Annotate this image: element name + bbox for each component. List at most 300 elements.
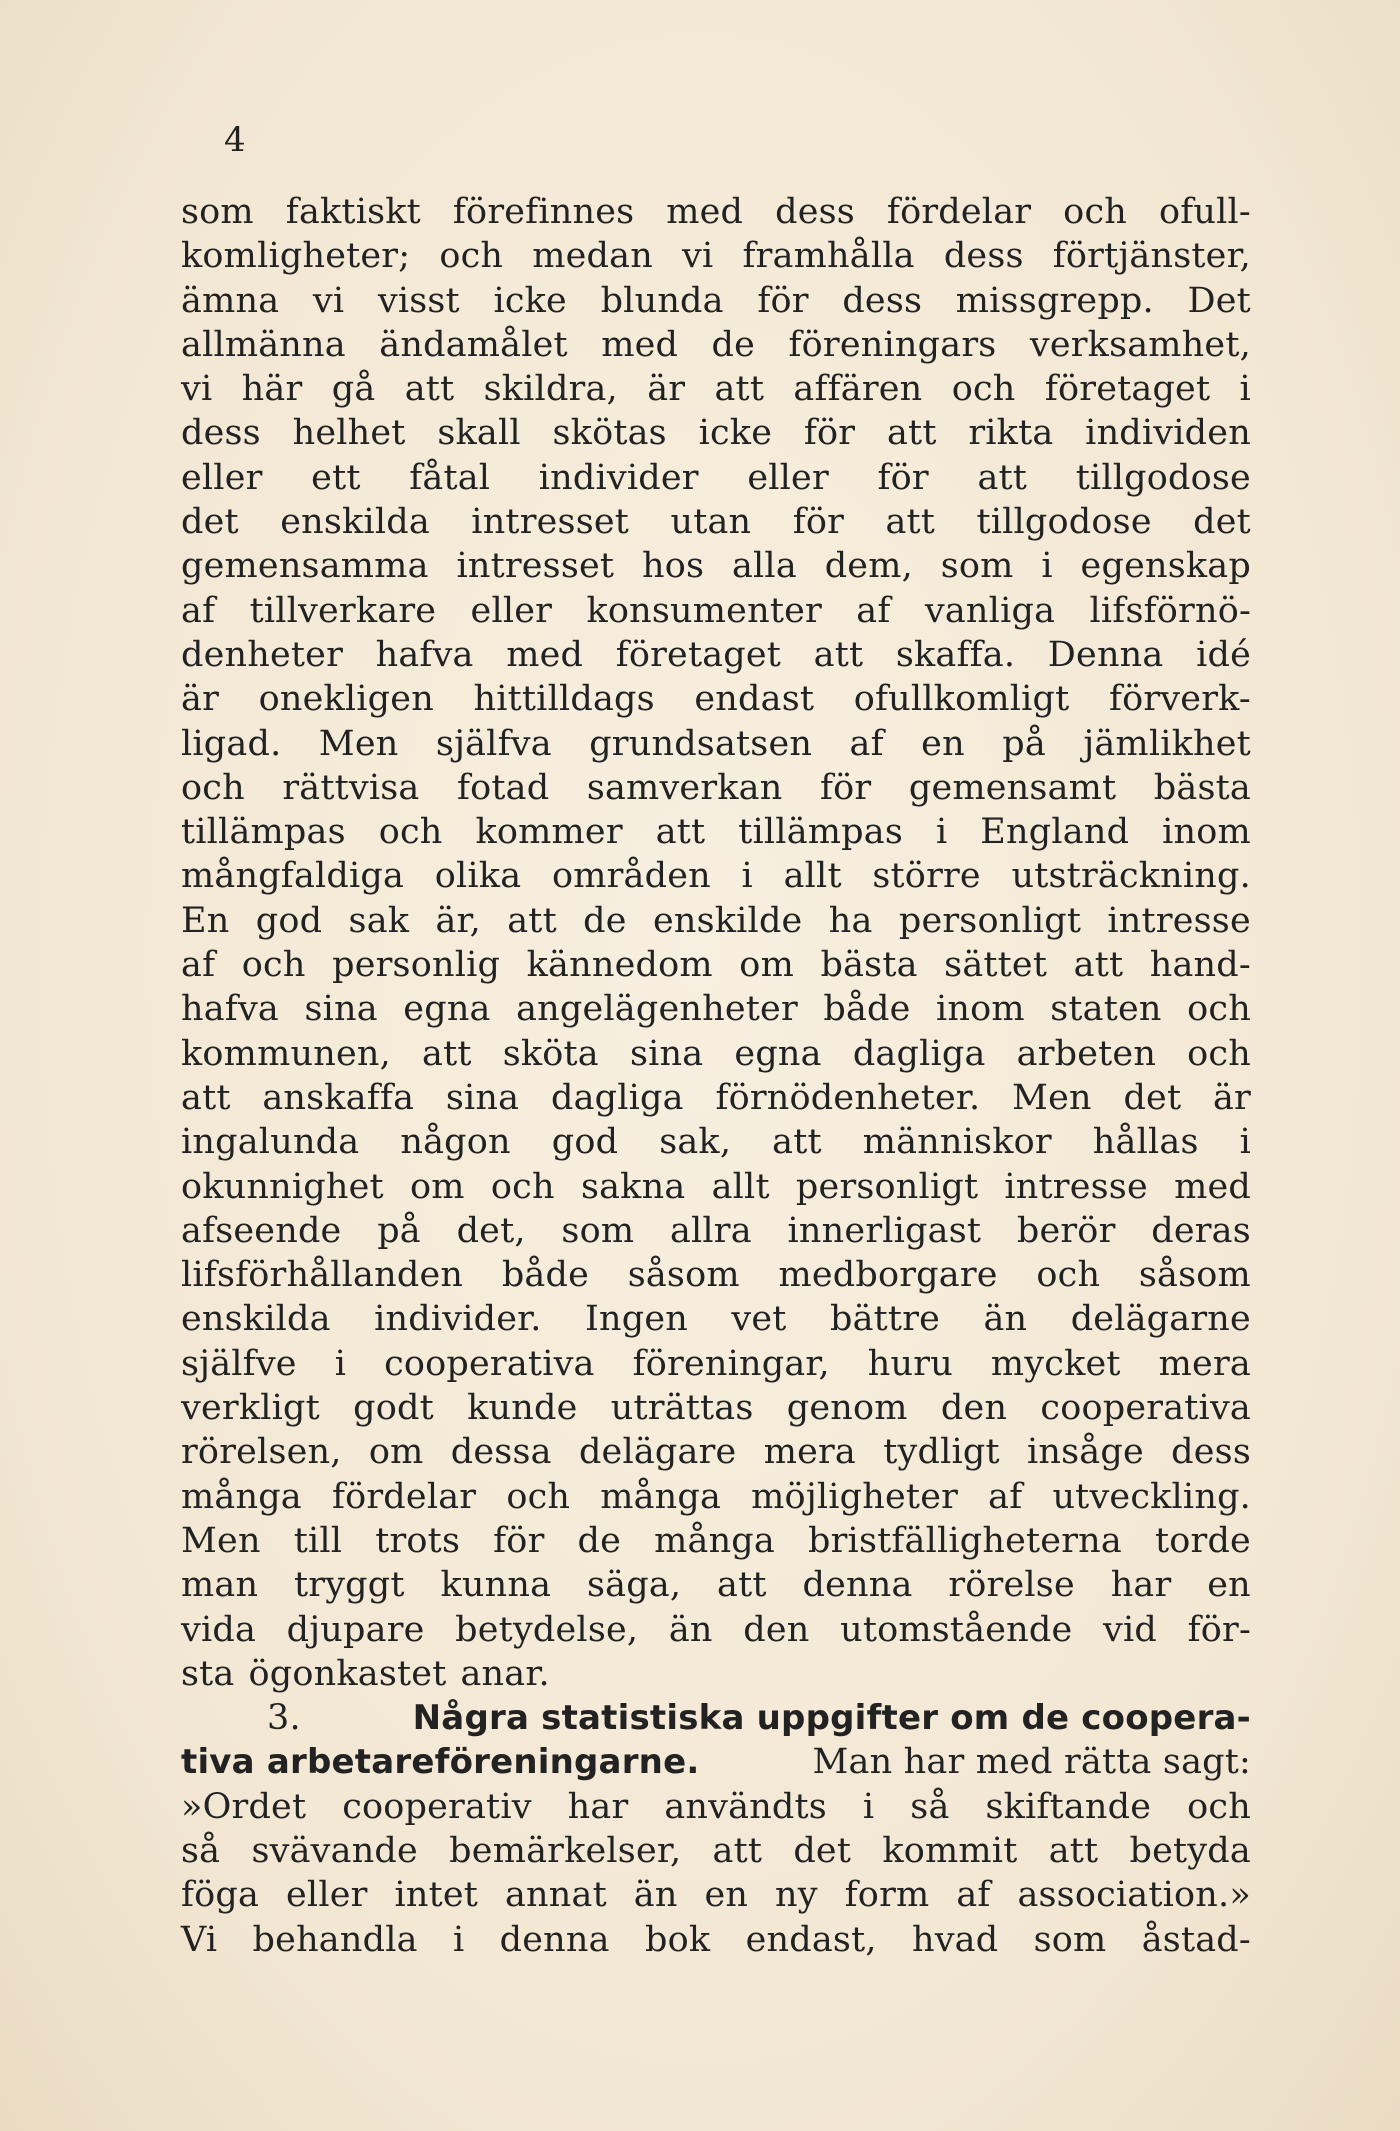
word: endast: [694, 679, 815, 720]
word: själfve: [181, 1343, 297, 1384]
word: och: [951, 369, 1016, 410]
text-line: [181, 1120, 1251, 1164]
word: den: [940, 1388, 1008, 1429]
word: inom: [936, 989, 1025, 1030]
text-line: [181, 234, 1251, 278]
word: uträttas: [610, 1388, 754, 1429]
word: affären: [793, 369, 923, 410]
word: gemensamt: [908, 767, 1117, 808]
word: ögonkastet: [248, 1653, 447, 1694]
word: framhålla: [742, 236, 915, 277]
word: i: [334, 1343, 347, 1384]
word: svävande: [251, 1830, 418, 1871]
word: form: [844, 1875, 930, 1916]
word: godt: [353, 1388, 434, 1429]
word: god: [255, 900, 323, 941]
word: af: [988, 1476, 1023, 1517]
text-line: [181, 1829, 1251, 1873]
word: än: [983, 1299, 1028, 1340]
word: på: [377, 1210, 421, 1251]
word: hittilldags: [473, 679, 655, 720]
paragraph-1: [181, 190, 1251, 1696]
word: det: [181, 502, 239, 543]
word: bättre: [830, 1299, 941, 1340]
word: intet: [394, 1875, 479, 1916]
section-heading-line-2: [181, 1740, 1251, 1784]
word: hafva: [375, 634, 474, 675]
word: kommunen,: [181, 1033, 391, 1074]
word: och: [378, 812, 443, 853]
word: konsumenter: [586, 590, 822, 631]
word: förefinnes: [452, 192, 635, 232]
word: kommer: [475, 812, 623, 853]
word: rörelsen,: [181, 1432, 342, 1473]
word: hand-: [1149, 945, 1251, 986]
text-line: [181, 810, 1251, 854]
word: dagliga: [550, 1077, 684, 1118]
word: personligt: [898, 900, 1082, 941]
text-line: [181, 456, 1251, 500]
word: i: [1239, 369, 1251, 410]
word: med: [506, 634, 584, 675]
word: af: [849, 723, 884, 764]
word: att: [404, 369, 455, 410]
word: föreningars: [788, 324, 997, 365]
word: anar.: [460, 1653, 550, 1694]
word: gemensamma: [181, 546, 429, 587]
word: anskaffa: [262, 1077, 415, 1118]
word: det: [1123, 1077, 1182, 1118]
page-number: 4: [224, 120, 246, 160]
word: för: [819, 767, 872, 808]
word: cooperativa: [384, 1343, 595, 1384]
text-line: [181, 1165, 1251, 1209]
word: trots: [375, 1520, 461, 1561]
word: staten: [1050, 989, 1162, 1030]
word: i: [862, 1786, 875, 1827]
word: på: [1002, 723, 1046, 764]
text-line: [181, 1519, 1251, 1563]
word: en: [921, 723, 965, 764]
word: ändamålet: [379, 324, 568, 365]
word: både: [501, 1255, 590, 1296]
word: af: [181, 590, 216, 631]
word: cooperativa: [1040, 1388, 1251, 1429]
word: vida: [181, 1609, 257, 1650]
word: medan: [532, 236, 653, 277]
word: allmänna: [181, 324, 346, 365]
word: individer.: [374, 1299, 542, 1340]
word: det,: [456, 1210, 526, 1251]
word: för: [493, 1520, 545, 1561]
word: någon: [400, 1122, 511, 1163]
word: idé: [1196, 634, 1251, 675]
word: endast,: [745, 1919, 877, 1960]
word: fördelar: [331, 1476, 477, 1517]
word: förnödenheter.: [715, 1077, 981, 1118]
word: personligt: [795, 1166, 979, 1207]
word: är,: [435, 900, 481, 941]
word: huru: [867, 1343, 953, 1384]
word: hvad: [911, 1919, 999, 1960]
word: denna: [499, 1919, 610, 1960]
word: Det: [1187, 280, 1251, 321]
word: och: [490, 1166, 555, 1207]
word: angelägenheter: [516, 989, 798, 1030]
word: än: [668, 1609, 713, 1650]
word: i: [1239, 1122, 1251, 1163]
word: intresset: [456, 546, 615, 587]
word: betydelse,: [455, 1609, 639, 1650]
word: ämna: [181, 280, 280, 321]
word: mångfaldiga: [181, 856, 405, 897]
word: kunde: [467, 1388, 578, 1429]
word: allt: [711, 1166, 770, 1207]
word: åstad-: [1141, 1919, 1251, 1960]
word: än: [633, 1875, 678, 1916]
word: för: [792, 502, 845, 543]
text-line: [181, 1475, 1251, 1519]
word: inom: [1162, 812, 1251, 853]
word: ingalunda: [181, 1122, 360, 1163]
word: betyda: [1129, 1830, 1251, 1871]
word: intresset: [471, 502, 630, 543]
word: och: [1063, 192, 1127, 232]
word: som: [1033, 1919, 1107, 1960]
word: områden: [551, 856, 711, 897]
word: ofullkomligt: [853, 679, 1070, 720]
word: om: [410, 1166, 465, 1207]
word: ny: [775, 1875, 818, 1916]
word: skall: [437, 413, 521, 454]
section-heading-part-1: Några statistiska uppgifter om de coopera-: [412, 1698, 1251, 1739]
word: tillgodose: [1075, 457, 1251, 498]
word: deras: [1151, 1210, 1251, 1251]
word: kommit: [882, 1830, 1018, 1871]
word: onekligen: [258, 679, 434, 720]
word: utveckling.: [1052, 1476, 1251, 1517]
word: En: [181, 900, 230, 941]
word: egna: [734, 1033, 822, 1074]
word: mera: [763, 1432, 856, 1473]
word: som: [561, 1210, 635, 1251]
word: gå: [331, 369, 376, 410]
word: icke: [493, 280, 567, 321]
word: sta: [181, 1653, 235, 1694]
word: som: [940, 546, 1014, 587]
text-line: [181, 1342, 1251, 1386]
word: Men: [318, 723, 399, 764]
word: faktiskt: [285, 192, 421, 232]
word: sakna: [580, 1166, 686, 1207]
word: skaffa.: [895, 634, 1016, 675]
word: behandla: [252, 1919, 418, 1960]
word: här: [241, 369, 303, 410]
word: bästa: [820, 945, 918, 986]
word: verksamhet,: [1029, 324, 1251, 365]
word: och: [439, 236, 504, 277]
word: sköta: [502, 1033, 599, 1074]
word: att: [717, 1565, 767, 1606]
word: eller: [181, 457, 263, 498]
word: rättvisa: [282, 767, 420, 808]
text-line: [181, 1563, 1251, 1607]
text-line: [181, 1652, 1251, 1696]
word: Denna: [1047, 634, 1164, 675]
word: lifsförhållanden: [181, 1255, 464, 1296]
word: enskilda: [280, 502, 430, 543]
word: Men: [181, 1520, 261, 1561]
word: utan: [670, 502, 752, 543]
word: i: [741, 856, 753, 897]
word: egna: [403, 989, 491, 1030]
word: vi: [181, 369, 213, 410]
word: utomstående: [840, 1609, 1073, 1650]
word: medborgare: [778, 1255, 998, 1296]
word: och: [1036, 1255, 1101, 1296]
word: dess: [775, 192, 855, 232]
word: att: [886, 413, 937, 454]
word: vid: [1103, 1609, 1158, 1650]
section-number: 3.: [267, 1698, 301, 1739]
word: för: [803, 413, 856, 454]
word: tillverkare: [249, 590, 437, 631]
word: sak: [348, 900, 410, 941]
word: har: [567, 1786, 629, 1827]
word: jämlikhet: [1083, 723, 1251, 764]
text-line: [181, 1253, 1251, 1297]
word: grundsatsen: [589, 723, 813, 764]
word: för: [877, 457, 929, 498]
word: större: [872, 856, 981, 897]
word: bok: [645, 1919, 711, 1960]
word: intresse: [1107, 900, 1251, 941]
word: en: [704, 1875, 749, 1916]
word: om: [739, 945, 794, 986]
word: förtjänster,: [1052, 236, 1251, 277]
word: företaget: [1044, 369, 1211, 410]
word: intresse: [1004, 1166, 1148, 1207]
word: rikta: [968, 413, 1054, 454]
word: att: [507, 900, 557, 941]
text-line: [181, 411, 1251, 455]
word: i: [1041, 546, 1053, 587]
word: att: [1048, 1830, 1099, 1871]
word: med: [601, 324, 679, 365]
word: ligad.: [181, 723, 282, 764]
word: många: [654, 1520, 775, 1561]
text-line: [181, 943, 1251, 987]
text-line: [181, 1076, 1251, 1120]
word: ett: [311, 457, 361, 498]
word: möjligheter: [751, 1476, 959, 1517]
word: missgrepp.: [955, 280, 1154, 321]
word: det: [1193, 502, 1251, 543]
word: den: [743, 1609, 810, 1650]
word: sina: [304, 989, 378, 1030]
word: och: [241, 945, 306, 986]
text-line: [181, 1608, 1251, 1652]
word: både: [823, 989, 911, 1030]
word: de: [711, 324, 756, 365]
word: de: [583, 900, 627, 941]
word: att: [1073, 945, 1124, 986]
word: arbeten: [1016, 1033, 1157, 1074]
word: ofull-: [1158, 192, 1251, 232]
text-line: [181, 766, 1251, 810]
word: af: [181, 945, 216, 986]
word: föreningar,: [632, 1343, 830, 1384]
word: ha: [828, 900, 873, 941]
word: mycket: [990, 1343, 1121, 1384]
text-line: [181, 1209, 1251, 1253]
word: till: [293, 1520, 343, 1561]
word: okunnighet: [181, 1166, 384, 1207]
word: säga,: [587, 1565, 682, 1606]
text-line: [181, 854, 1251, 898]
text-line: [181, 323, 1251, 367]
word: man: [181, 1565, 259, 1606]
word: mera: [1158, 1343, 1251, 1384]
word: af: [856, 590, 891, 631]
word: dem,: [824, 546, 913, 587]
text-line: [181, 987, 1251, 1031]
text-line: [181, 500, 1251, 544]
word: så: [181, 1830, 221, 1871]
word: blunda: [600, 280, 724, 321]
word: och: [1187, 1786, 1251, 1827]
text-line: [181, 1873, 1251, 1917]
word: af: [956, 1875, 991, 1916]
word: att: [655, 812, 706, 853]
word: icke: [698, 413, 773, 454]
word: tillämpas: [181, 812, 346, 853]
text-line: [181, 1386, 1251, 1430]
word: hos: [641, 546, 705, 587]
section-line-2-rest: Man har med rätta sagt:: [812, 1742, 1251, 1783]
word: själfva: [435, 723, 552, 764]
word: såsom: [627, 1255, 740, 1296]
word: egenskap: [1080, 546, 1251, 587]
word: fotad: [456, 767, 550, 808]
word: många: [600, 1476, 722, 1517]
word: god: [551, 1122, 619, 1163]
word: är: [1212, 1077, 1251, 1118]
word: Ingen: [584, 1299, 688, 1340]
word: dess: [1171, 1432, 1251, 1473]
word: kännedom: [526, 945, 713, 986]
word: »Ordet: [181, 1786, 307, 1827]
word: utsträckning.: [1011, 856, 1251, 897]
word: med: [1174, 1166, 1251, 1207]
word: företaget: [615, 634, 782, 675]
word: enskilda: [181, 1299, 331, 1340]
word: att: [422, 1033, 472, 1074]
word: association.»: [1017, 1875, 1251, 1916]
word: tillgodose: [976, 502, 1152, 543]
word: i: [935, 812, 948, 853]
paragraph-2: [181, 1785, 1251, 1962]
word: för-: [1187, 1609, 1251, 1650]
word: föga: [181, 1875, 260, 1916]
word: vet: [731, 1299, 787, 1340]
word: har: [1110, 1565, 1172, 1606]
word: skiftande: [985, 1786, 1152, 1827]
word: bristfälligheterna: [808, 1520, 1122, 1561]
word: och: [506, 1476, 571, 1517]
word: personlig: [332, 945, 501, 986]
word: och: [181, 767, 245, 808]
word: alla: [731, 546, 797, 587]
word: individen: [1085, 413, 1251, 454]
word: att: [772, 1122, 822, 1163]
word: allt: [783, 856, 842, 897]
word: individer: [538, 457, 699, 498]
word: med: [666, 192, 744, 232]
text-line: [181, 1785, 1251, 1829]
text-line: [181, 279, 1251, 323]
text-line: [181, 899, 1251, 943]
word: genom: [786, 1388, 908, 1429]
word: cooperativ: [342, 1786, 532, 1827]
word: människor: [862, 1122, 1052, 1163]
word: innerligast: [787, 1210, 982, 1251]
word: skötas: [552, 413, 667, 454]
body-text: [181, 190, 1251, 1962]
word: är: [181, 679, 219, 720]
word: bemärkelser,: [449, 1830, 682, 1871]
word: och: [1187, 1033, 1251, 1074]
word: torde: [1154, 1520, 1251, 1561]
text-line: [181, 722, 1251, 766]
text-line: [181, 1032, 1251, 1076]
word: att: [977, 457, 1028, 498]
word: att: [181, 1077, 231, 1118]
word: denna: [802, 1565, 913, 1606]
word: England: [980, 812, 1130, 853]
text-line: [181, 633, 1251, 677]
word: komligheter;: [181, 236, 411, 277]
word: dess: [943, 236, 1024, 277]
word: delägare: [578, 1432, 737, 1473]
word: hållas: [1092, 1122, 1199, 1163]
text-line: [181, 589, 1251, 633]
word: tillämpas: [738, 812, 903, 853]
word: eller: [286, 1875, 368, 1916]
word: att: [885, 502, 936, 543]
word: dess: [842, 280, 923, 321]
text-line: [181, 544, 1251, 588]
word: tryggt: [294, 1565, 405, 1606]
word: såsom: [1138, 1255, 1251, 1296]
word: samverkan: [586, 767, 783, 808]
word: olika: [434, 856, 522, 897]
word: delägarne: [1070, 1299, 1251, 1340]
text-line: [181, 1297, 1251, 1341]
word: att: [813, 634, 864, 675]
word: en: [1207, 1565, 1251, 1606]
word: sak,: [659, 1122, 732, 1163]
word: i: [452, 1919, 465, 1960]
word: eller: [747, 457, 829, 498]
word: fördelar: [886, 192, 1032, 232]
word: eller: [470, 590, 553, 631]
word: vi: [312, 280, 345, 321]
word: tydligt: [883, 1432, 1000, 1473]
word: som: [181, 192, 254, 232]
word: afseende: [181, 1210, 342, 1251]
word: djupare: [286, 1609, 425, 1650]
